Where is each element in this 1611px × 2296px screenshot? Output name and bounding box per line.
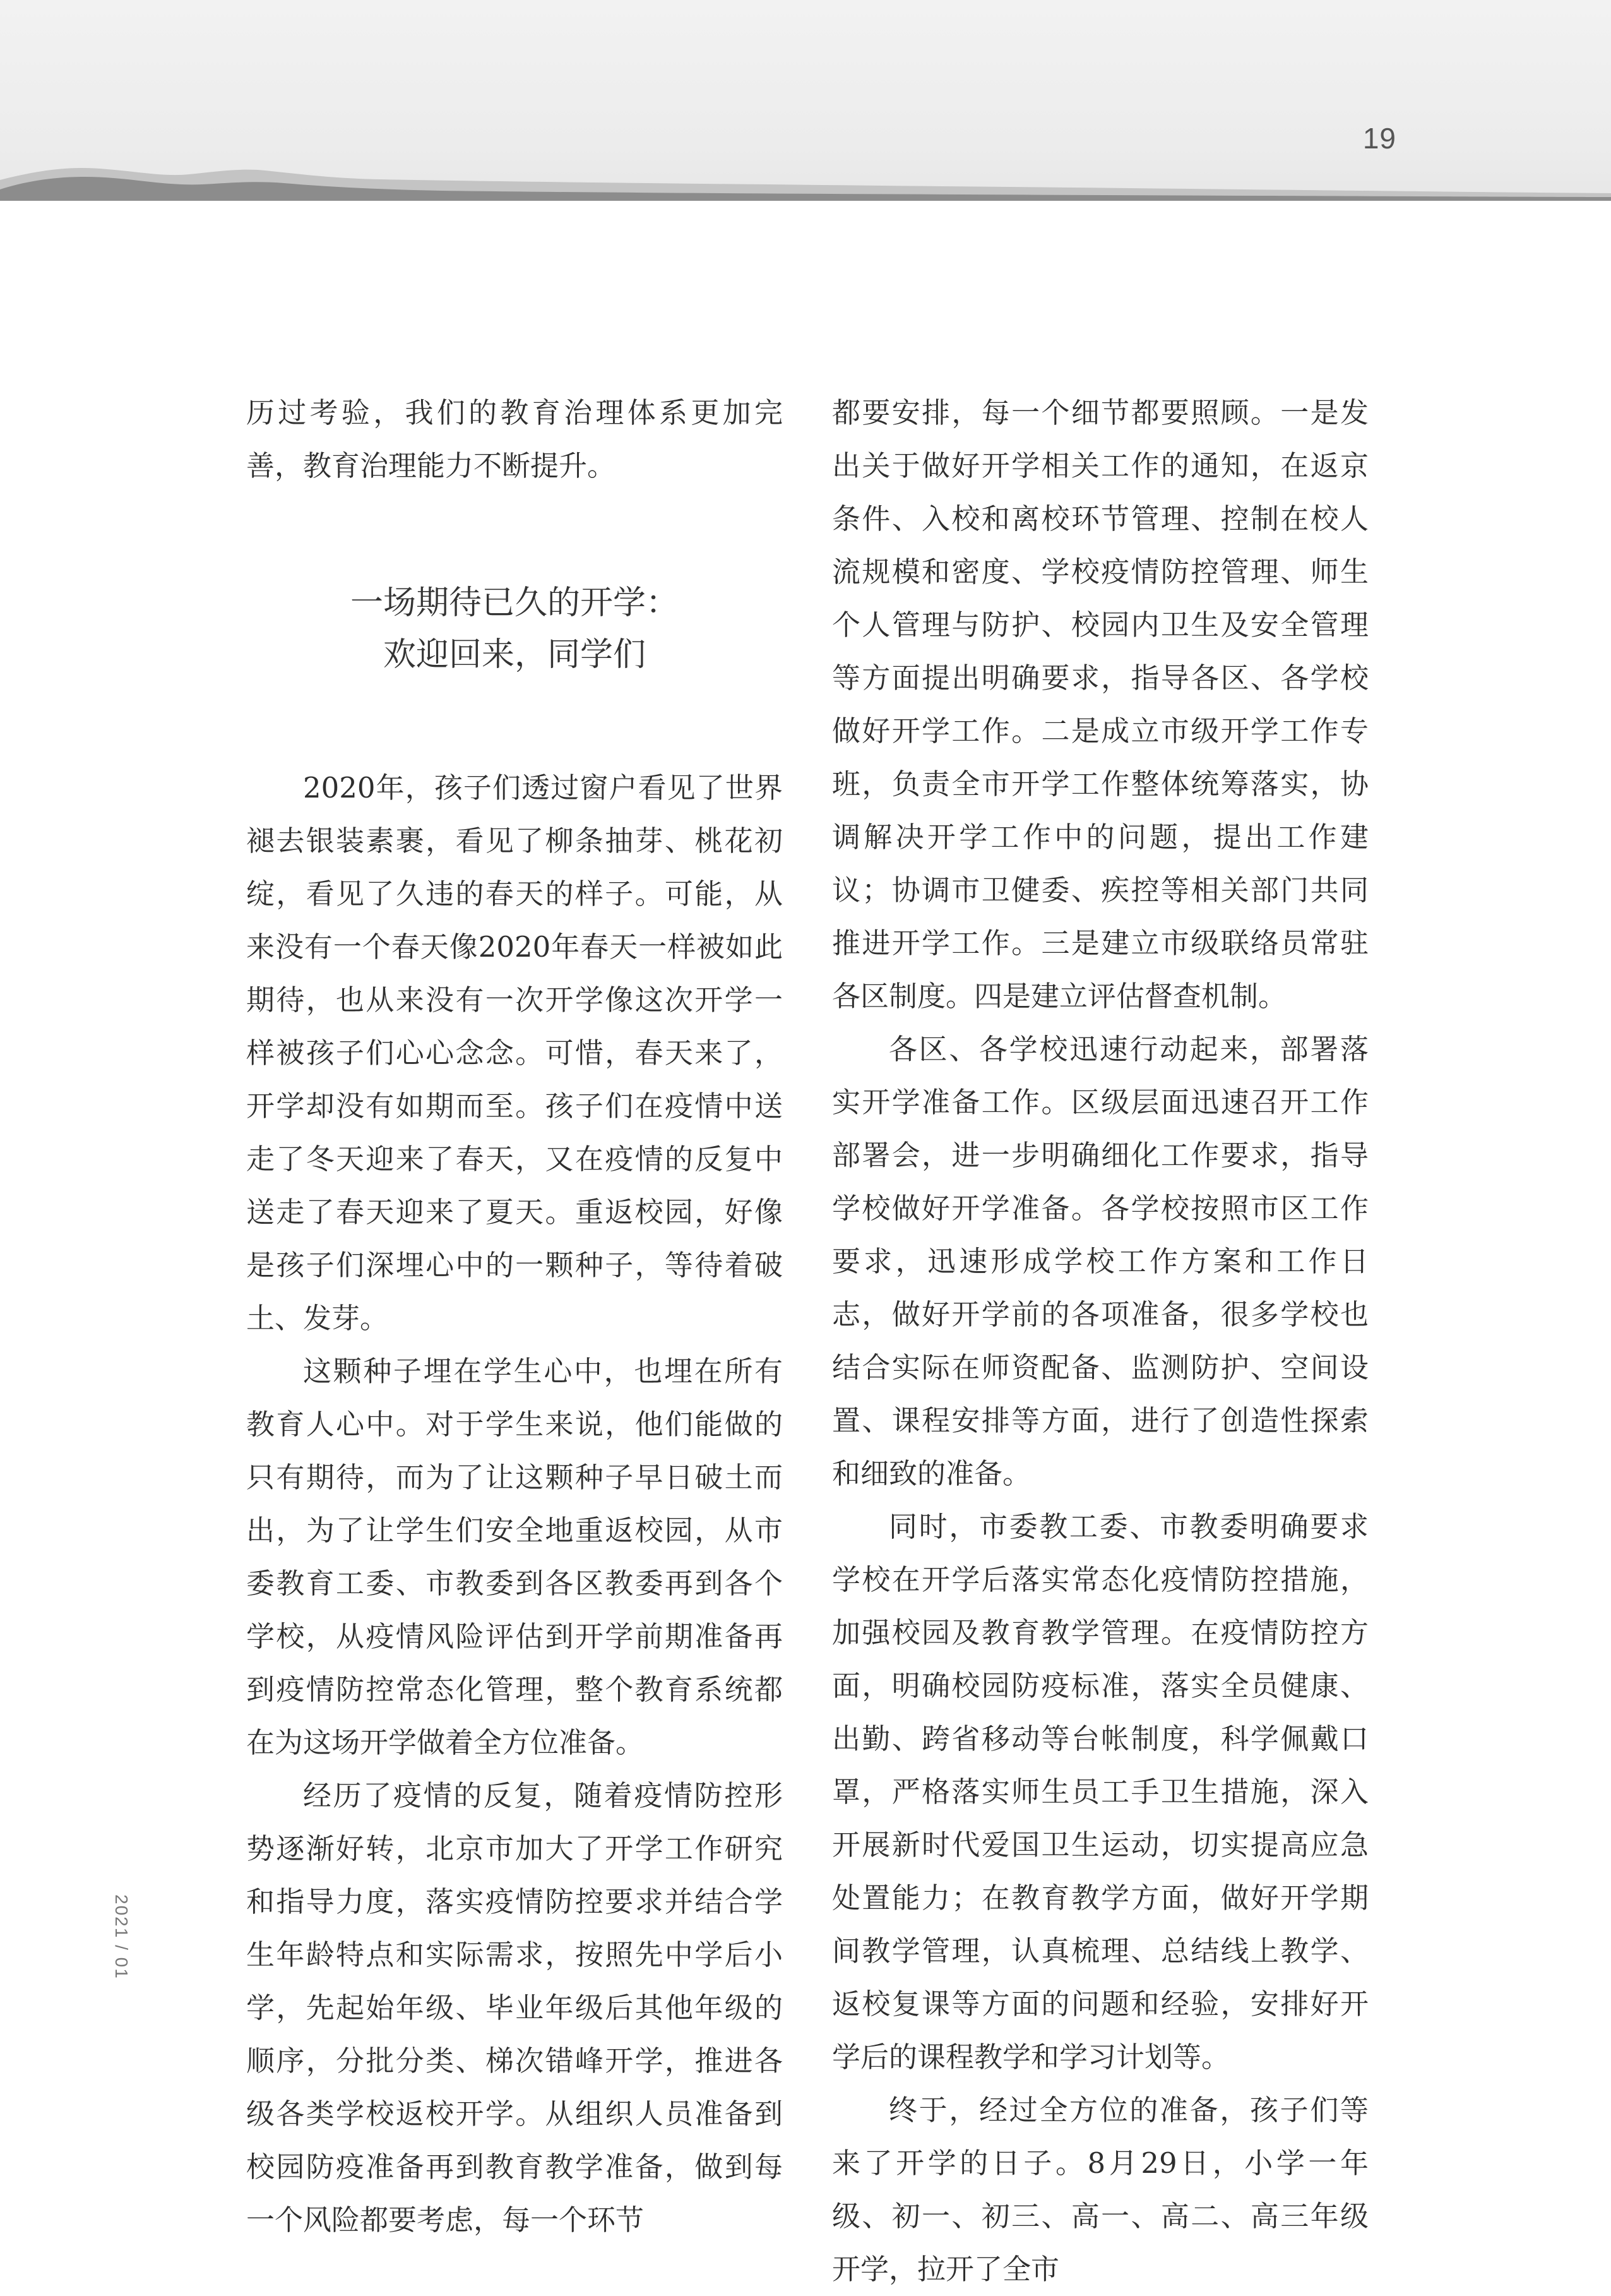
body-paragraph: 这颗种子埋在学生心中，也埋在所有教育人心中。对于学生来说，他们能做的只有期待，而为了让这颗种子早日破土而出，为了让学生们安全地重返校园，从市委教育工委、市教委到各区教委再到各个学校，从疫情风险评估到开学前期准备再到疫情防控常态化管理，整个教育系统都在为这场开学做着全方位准备。	[246, 1354, 783, 1759]
body-paragraph: 经历了疫情的反复，随着疫情防控形势逐渐好转，北京市加大了开学工作研究和指导力度，落实疫情防控要求并结合学生年龄特点和实际需求，按照先中学后小学，先起始年级、毕业年级后其他年级的顺序，分批分类、梯次错峰开学，推进各级各类学校返校开学。从组织人员准备到校园防疫准备再到教育教学准备，做到每一个风险都要考虑，每一个环节	[246, 1779, 783, 2237]
right-column	[832, 386, 1369, 2296]
body-paragraph: 各区、各学校迅速行动起来，部署落实开学准备工作。区级层面迅速召开工作部署会，进一步明确细化工作要求，指导学校做好开学准备。各学校按照市区工作要求，迅速形成学校工作方案和工作日志，做好开学前的各项准备，很多学校也结合实际在师资配备、监测防护、空间设置、课程安排等方面，进行了创造性探索和细致的准备。	[832, 1032, 1369, 1490]
left-column	[246, 386, 783, 2247]
page-number: 19	[1362, 122, 1396, 155]
body-paragraph: 同时，市委教工委、市教委明确要求学校在开学后落实常态化疫情防控措施，加强校园及教育教学管理。在疫情防控方面，明确校园防疫标准，落实全员健康、出勤、跨省移动等台帐制度，科学佩戴口罩，严格落实师生员工手卫生措施，深入开展新时代爱国卫生运动，切实提高应急处置能力；在教育教学方面，做好开学期间教学管理，认真梳理、总结线上教学、返校复课等方面的问题和经验，安排好开学后的课程教学和学习计划等。	[832, 1510, 1369, 2074]
section-title	[246, 577, 783, 681]
header-bottom-edge	[0, 201, 1611, 208]
section-title-line-1: 一场期待已久的开学：	[350, 584, 679, 622]
section-title-line-2: 欢迎回来，同学们	[383, 636, 646, 674]
issue-label: 2021 / 01	[112, 1894, 131, 1980]
left-continuation-paragraph: 历过考验，我们的教育治理体系更加完善，教育治理能力不断提升。	[246, 396, 783, 482]
right-continuation-paragraph: 都要安排，每一个细节都要照顾。一是发出关于做好开学相关工作的通知，在返京条件、入校和离校环节管理、控制在校人流规模和密度、学校疫情防控管理、师生个人管理与防护、校园内卫生及安全管理等方面提出明确要求，指导各区、各学校做好开学工作。二是成立市级开学工作专班，负责全市开学工作整体统筹落实，协调解决开学工作中的问题，提出工作建议；协调市卫健委、疾控等相关部门共同推进开学工作。三是建立市级联络员常驻各区制度。四是建立评估督查机制。	[832, 396, 1369, 1013]
header-band	[0, 0, 1611, 208]
body-paragraph: 2020年，孩子们透过窗户看见了世界褪去银装素裹，看见了柳条抽芽、桃花初绽，看见了久违的春天的样子。可能，从来没有一个春天像2020年春天一样被如此期待，也从来没有一次开学像这次开学一样被孩子们心心念念。可惜，春天来了，开学却没有如期而至。孩子们在疫情中送走了冬天迎来了春天，又在疫情的反复中送走了春天迎来了夏天。重返校园，好像是孩子们深埋心中的一颗种子，等待着破土、发芽。	[246, 771, 783, 1335]
mountain-decoration	[0, 0, 1611, 208]
body-paragraph: 终于，经过全方位的准备，孩子们等来了开学的日子。8月29日，小学一年级、初一、初三、高一、高二、高三年级开学，拉开了全市	[832, 2093, 1369, 2286]
